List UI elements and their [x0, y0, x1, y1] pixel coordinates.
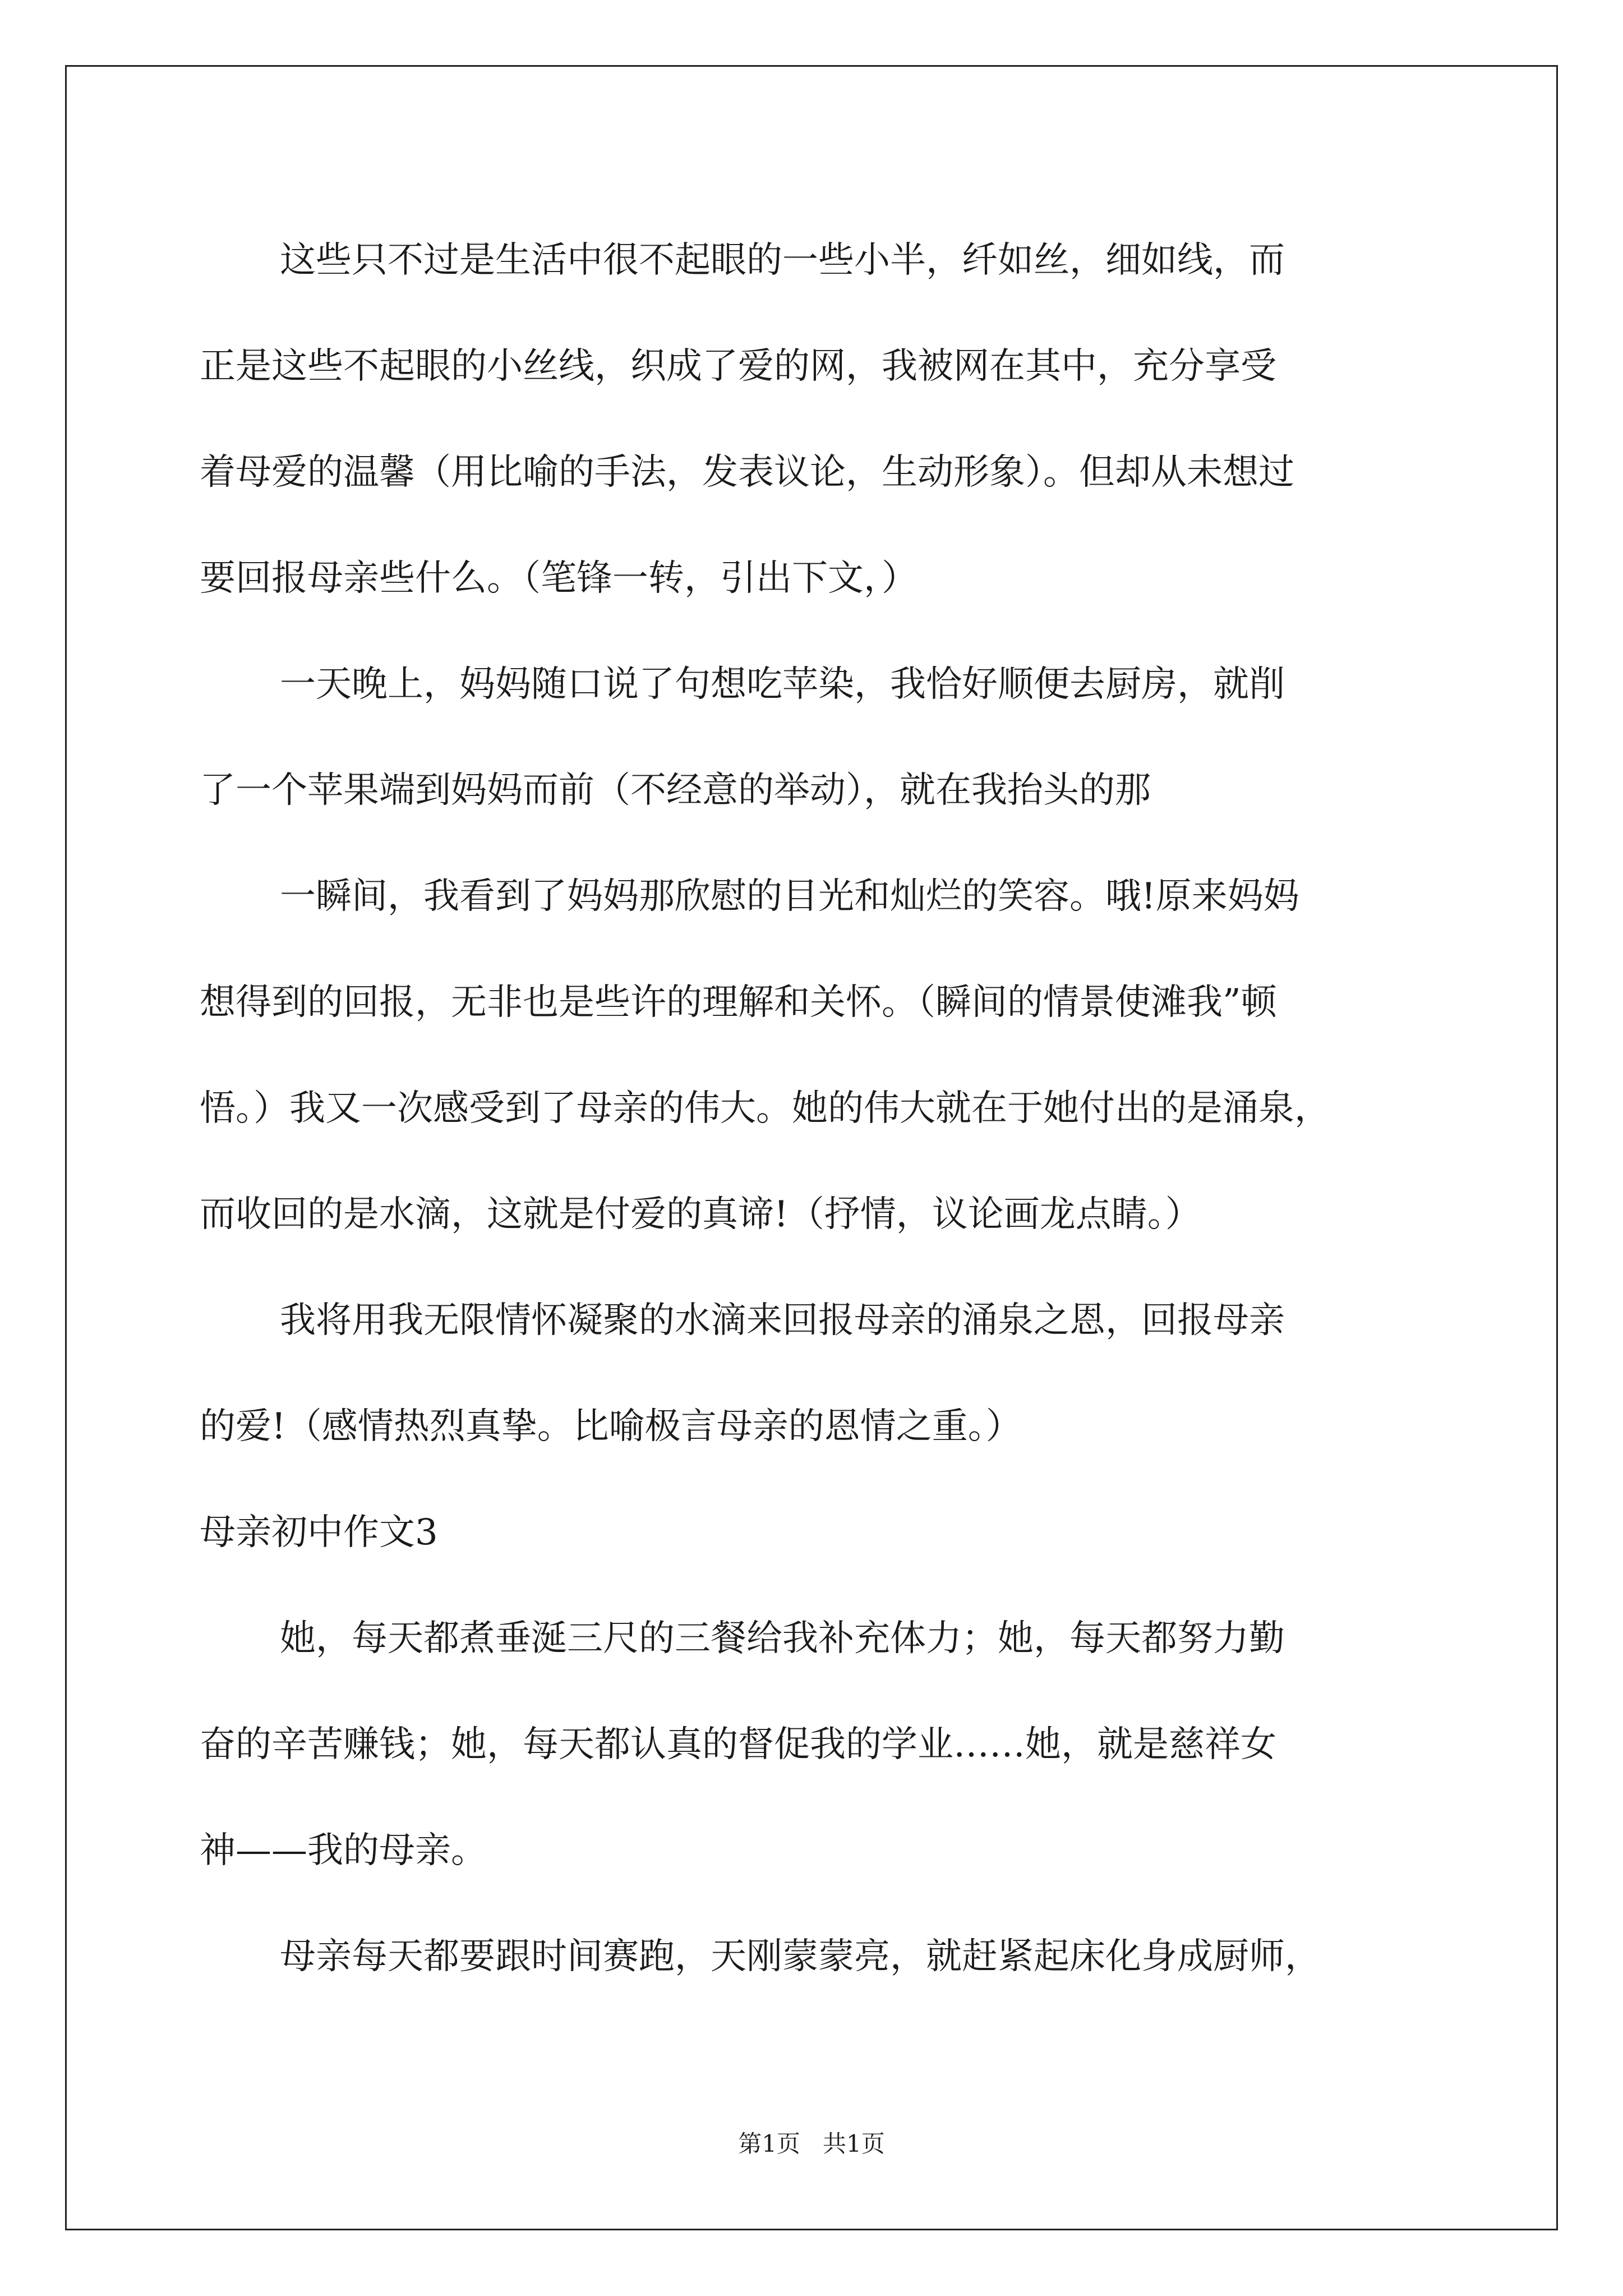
document-body — [200, 208, 1433, 2010]
paragraph-line: 这些只不过是生活中很不起眼的一些小半，纤如丝，细如线，而 — [280, 240, 1285, 281]
paragraph-line: 神——我的母亲。 — [200, 1830, 487, 1871]
paragraph-line: 要回报母亲些什么。（笔锋一转，引出下文，） — [200, 558, 917, 599]
paragraph-line: 她，每天都煮垂涎三尺的三餐给我补充体力；她，每天都努力勤 — [280, 1618, 1285, 1659]
paragraph-line: 一天晚上，妈妈随口说了句想吃苹染，我恰好顺便去厨房，就削 — [280, 664, 1285, 705]
paragraph-line: 了一个苹果端到妈妈而前（不经意的举动），就在我抬头的那 — [200, 770, 1151, 811]
page-total: 共1页 — [823, 2130, 885, 2157]
paragraph-line: 着母爱的温馨（用比喻的手法，发表议论，生动形象）。但却从未想过 — [200, 452, 1294, 493]
section-heading: 母亲初中作文3 — [200, 1512, 438, 1553]
paragraph-line: 悟。）我又一次感受到了母亲的伟大。她的伟大就在于她付出的是涌泉， — [200, 1088, 1330, 1129]
paragraph-line: 奋的辛苦赚钱；她，每天都认真的督促我的学业……她，就是慈祥女 — [200, 1724, 1276, 1765]
paragraph-line: 一瞬间，我看到了妈妈那欣慰的目光和灿烂的笑容。哦!原来妈妈 — [280, 876, 1299, 917]
paragraph-line: 想得到的回报，无非也是些许的理解和关怀。（瞬间的情景使滩我”顿 — [200, 982, 1277, 1023]
paragraph-line: 母亲每天都要跟时间赛跑，天刚蒙蒙亮，就赶紧起床化身成厨师， — [280, 1936, 1321, 1977]
paragraph-line: 正是这些不起眼的小丝线，织成了爱的网，我被网在其中，充分享受 — [200, 346, 1276, 387]
paragraph-line: 我将用我无限情怀凝聚的水滴来回报母亲的涌泉之恩，回报母亲 — [280, 1300, 1285, 1341]
paragraph-line: 的爱!（感情热烈真挚。比喻极言母亲的恩情之重。） — [200, 1406, 1022, 1447]
page-footer — [0, 2127, 1623, 2161]
paragraph-line: 而收回的是水滴，这就是付爱的真谛!（抒情，议论画龙点睛。） — [200, 1194, 1201, 1235]
page-number: 第1页 — [738, 2130, 800, 2157]
